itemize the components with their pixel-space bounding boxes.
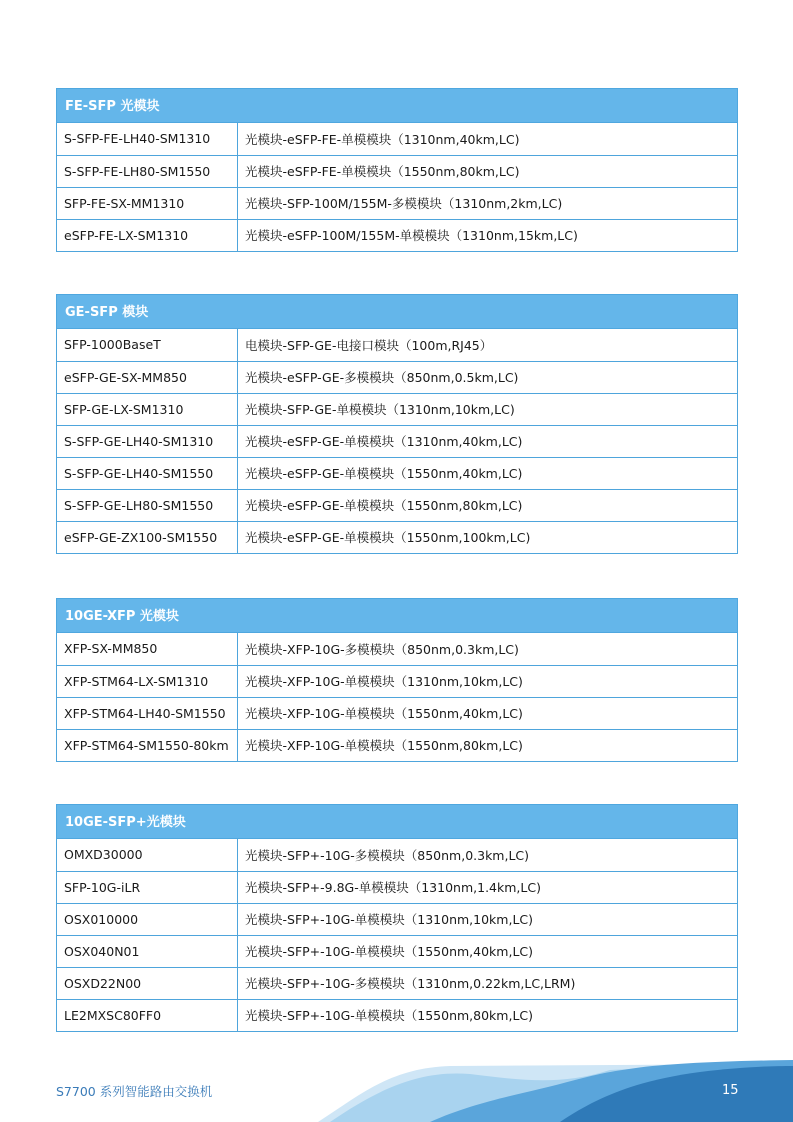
model-cell: S-SFP-GE-LH40-SM1310 — [57, 425, 238, 457]
table-row — [57, 903, 738, 935]
section-10ge-xfp — [56, 598, 738, 762]
description-cell: 光模块-eSFP-GE-多模模块（850nm,0.5km,LC) — [238, 361, 738, 393]
description-cell: 光模块-SFP+-10G-单模模块（1310nm,10km,LC) — [238, 903, 738, 935]
table-row — [57, 521, 738, 553]
model-cell: SFP-10G-iLR — [57, 871, 238, 903]
model-cell: S-SFP-FE-LH80-SM1550 — [57, 155, 238, 187]
table-row — [57, 123, 738, 155]
model-cell: eSFP-GE-SX-MM850 — [57, 361, 238, 393]
description-cell: 光模块-XFP-10G-多模模块（850nm,0.3km,LC) — [238, 633, 738, 665]
model-cell: XFP-STM64-LX-SM1310 — [57, 665, 238, 697]
table-row — [57, 839, 738, 871]
model-cell: S-SFP-GE-LH80-SM1550 — [57, 489, 238, 521]
section-title: FE-SFP 光模块 — [56, 88, 738, 123]
description-cell: 光模块-SFP+-9.8G-单模模块（1310nm,1.4km,LC) — [238, 871, 738, 903]
description-cell: 光模块-eSFP-100M/155M-单模模块（1310nm,15km,LC) — [238, 219, 738, 251]
table-row — [57, 425, 738, 457]
table-row — [57, 871, 738, 903]
description-cell: 光模块-SFP+-10G-单模模块（1550nm,80km,LC) — [238, 999, 738, 1031]
section-title: 10GE-SFP+光模块 — [56, 804, 738, 839]
table-row — [57, 729, 738, 761]
table-row — [57, 187, 738, 219]
table-row — [57, 935, 738, 967]
table-row — [57, 967, 738, 999]
model-cell: eSFP-GE-ZX100-SM1550 — [57, 521, 238, 553]
model-cell: OMXD30000 — [57, 839, 238, 871]
description-cell: 光模块-SFP-GE-单模模块（1310nm,10km,LC) — [238, 393, 738, 425]
section-fe-sfp — [56, 88, 738, 252]
model-cell: XFP-STM64-SM1550-80km — [57, 729, 238, 761]
description-cell: 光模块-SFP+-10G-多模模块（850nm,0.3km,LC) — [238, 839, 738, 871]
section-title: 10GE-XFP 光模块 — [56, 598, 738, 633]
table-row — [57, 155, 738, 187]
module-table — [56, 123, 738, 252]
table-row — [57, 489, 738, 521]
description-cell: 电模块-SFP-GE-电接口模块（100m,RJ45） — [238, 329, 738, 361]
model-cell: SFP-1000BaseT — [57, 329, 238, 361]
description-cell: 光模块-SFP-100M/155M-多模模块（1310nm,2km,LC) — [238, 187, 738, 219]
model-cell: XFP-SX-MM850 — [57, 633, 238, 665]
table-row — [57, 329, 738, 361]
description-cell: 光模块-XFP-10G-单模模块（1550nm,40km,LC) — [238, 697, 738, 729]
description-cell: 光模块-eSFP-GE-单模模块（1550nm,100km,LC) — [238, 521, 738, 553]
footer-title: S7700 系列智能路由交换机 — [56, 1084, 213, 1099]
table-row — [57, 361, 738, 393]
description-cell: 光模块-eSFP-GE-单模模块（1550nm,80km,LC) — [238, 489, 738, 521]
module-table — [56, 329, 738, 554]
model-cell: OSX010000 — [57, 903, 238, 935]
description-cell: 光模块-SFP+-10G-多模模块（1310nm,0.22km,LC,LRM) — [238, 967, 738, 999]
table-row — [57, 219, 738, 251]
description-cell: 光模块-SFP+-10G-单模模块（1550nm,40km,LC) — [238, 935, 738, 967]
model-cell: S-SFP-FE-LH40-SM1310 — [57, 123, 238, 155]
description-cell: 光模块-eSFP-GE-单模模块（1550nm,40km,LC) — [238, 457, 738, 489]
table-row — [57, 633, 738, 665]
section-10ge-sfp-plus — [56, 804, 738, 1032]
model-cell: SFP-FE-SX-MM1310 — [57, 187, 238, 219]
page-number: 15 — [722, 1083, 739, 1098]
table-row — [57, 393, 738, 425]
table-row — [57, 999, 738, 1031]
description-cell: 光模块-eSFP-FE-单模模块（1310nm,40km,LC) — [238, 123, 738, 155]
model-cell: XFP-STM64-LH40-SM1550 — [57, 697, 238, 729]
model-cell: SFP-GE-LX-SM1310 — [57, 393, 238, 425]
description-cell: 光模块-eSFP-FE-单模模块（1550nm,80km,LC) — [238, 155, 738, 187]
table-row — [57, 697, 738, 729]
section-title: GE-SFP 模块 — [56, 294, 738, 329]
section-ge-sfp — [56, 294, 738, 554]
table-row — [57, 457, 738, 489]
module-table — [56, 633, 738, 762]
model-cell: S-SFP-GE-LH40-SM1550 — [57, 457, 238, 489]
description-cell: 光模块-eSFP-GE-单模模块（1310nm,40km,LC) — [238, 425, 738, 457]
description-cell: 光模块-XFP-10G-单模模块（1310nm,10km,LC) — [238, 665, 738, 697]
model-cell: LE2MXSC80FF0 — [57, 999, 238, 1031]
table-row — [57, 665, 738, 697]
description-cell: 光模块-XFP-10G-单模模块（1550nm,80km,LC) — [238, 729, 738, 761]
model-cell: OSXD22N00 — [57, 967, 238, 999]
module-table — [56, 839, 738, 1032]
model-cell: OSX040N01 — [57, 935, 238, 967]
model-cell: eSFP-FE-LX-SM1310 — [57, 219, 238, 251]
footer-wave-decoration — [0, 1040, 793, 1122]
